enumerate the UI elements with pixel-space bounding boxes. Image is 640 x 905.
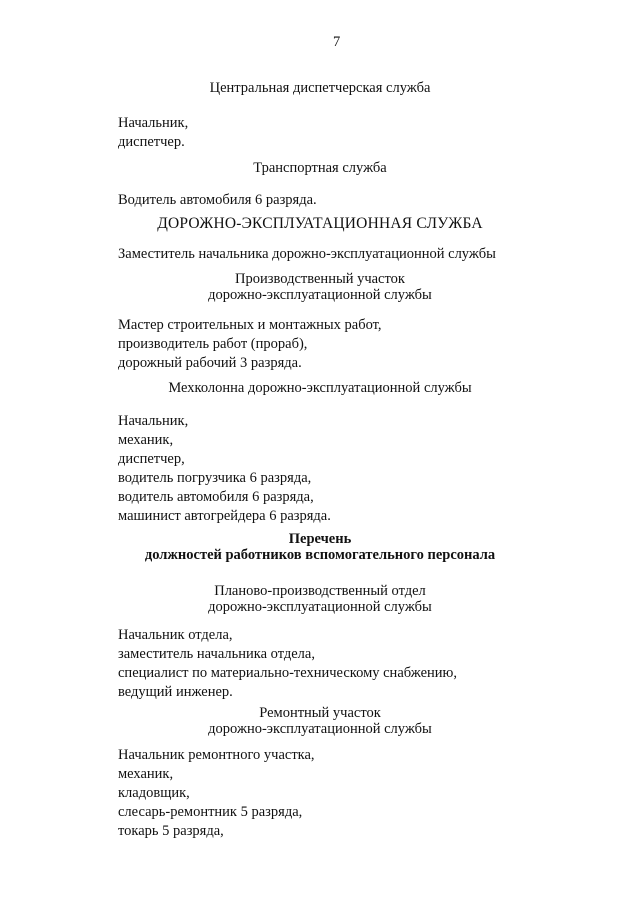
list-item: водитель автомобиля 6 разряда, [118,489,314,505]
list-road-service [118,245,496,264]
heading-line: дорожно-эксплуатационной службы [208,599,432,615]
list-item: механик, [118,432,174,448]
heading-line: дорожно-эксплуатационной службы [208,287,432,303]
list-item: Начальник, [118,413,189,429]
list-item: дорожный рабочий 3 разряда. [118,355,302,371]
list-item: заместитель начальника отдела, [118,646,315,662]
list-item: Начальник отдела, [118,627,233,643]
list-transport [118,191,317,210]
list-item: Начальник, [118,115,189,131]
title-line: Перечень [288,531,352,547]
list-item: водитель погрузчика 6 разряда, [118,470,312,486]
heading-line: Ремонтный участок [259,705,381,721]
list-item: токарь 5 разряда, [118,823,224,839]
list-item: Заместитель начальника дорожно-эксплуатационной службы [118,246,496,262]
section-heading-repair-site [0,705,640,737]
list-item: диспетчер, [118,451,185,467]
list-item: производитель работ (прораб), [118,336,308,352]
list-repair-site [118,746,315,841]
list-item: слесарь-ремонтник 5 разряда, [118,804,303,820]
list-item: кладовщик, [118,785,190,801]
page-number: 7 [333,34,341,50]
list-item: машинист автогрейдера 6 разряда. [118,508,331,524]
list-item: Мастер строительных и монтажных работ, [118,317,382,333]
list-central-dispatch [118,114,188,152]
heading-line: Планово-производственный отдел [214,583,426,599]
heading-line: Производственный участок [235,271,405,287]
list-production-site [118,316,382,373]
list-item: ведущий инженер. [118,684,233,700]
list-item: Начальник ремонтного участка, [118,747,315,763]
section-heading-production-site [0,271,640,303]
list-item: механик, [118,766,174,782]
heading-line: дорожно-эксплуатационной службы [208,721,432,737]
list-planning-department [118,626,457,702]
list-item: диспетчер. [118,134,185,150]
list-item: Водитель автомобиля 6 разряда. [118,192,317,208]
auxiliary-list-title [0,531,640,563]
section-heading-transport: Транспортная служба [253,160,387,176]
section-heading-mechanized-column: Мехколонна дорожно-эксплуатационной службы [168,380,472,396]
section-heading-planning-department [0,583,640,615]
section-heading-road-service: ДОРОЖНО-ЭКСПЛУАТАЦИОННАЯ СЛУЖБА [157,215,483,232]
section-heading-central-dispatch: Центральная диспетчерская служба [209,80,431,96]
title-line: должностей работников вспомогательного персонала [144,547,496,563]
list-mechanized-column [118,412,331,526]
list-item: специалист по материально-техническому снабжению, [118,665,458,681]
